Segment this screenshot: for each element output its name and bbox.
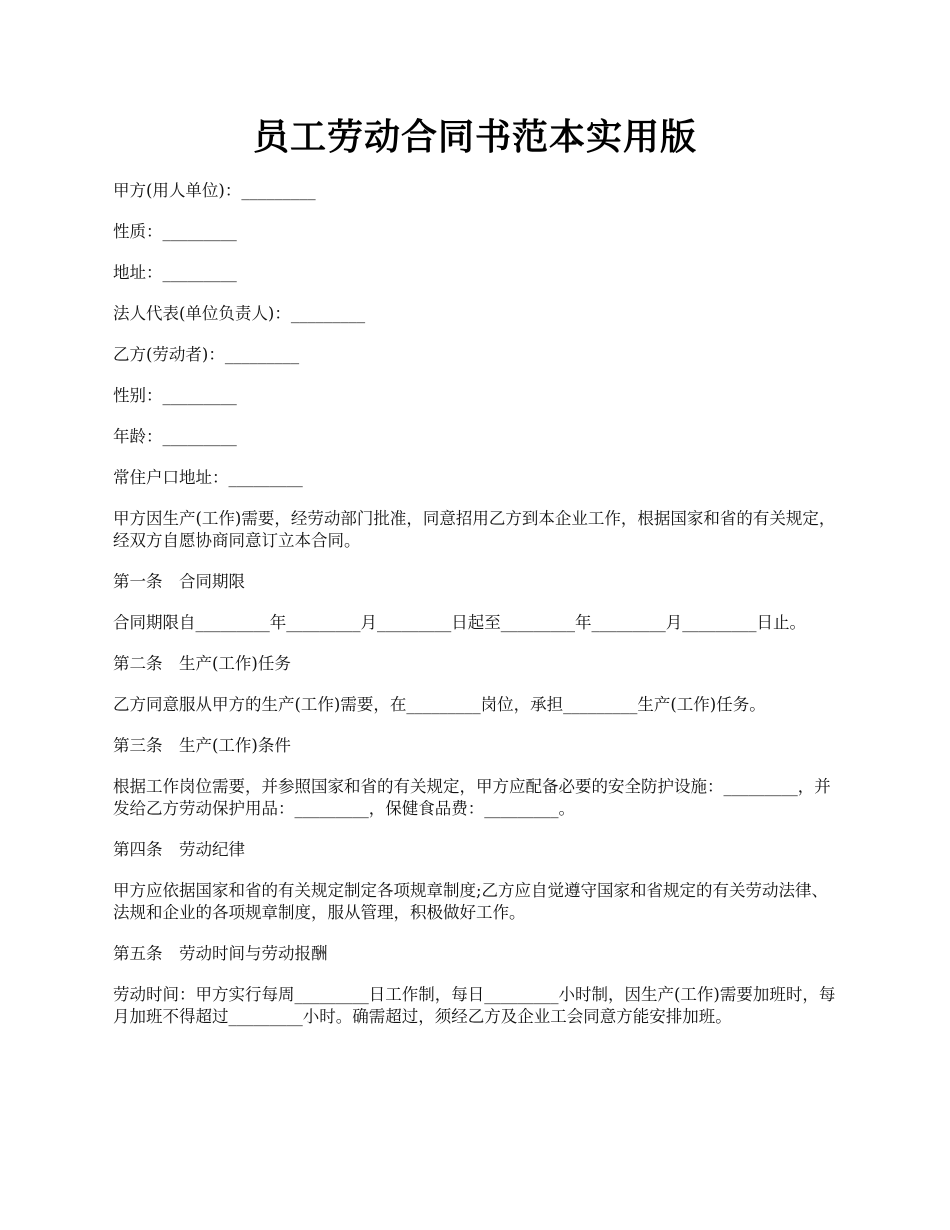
preamble-paragraph: 甲方因生产(工作)需要，经劳动部门批准，同意招用乙方到本企业工作，根据国家和省的有关规定，经双方自愿协商同意订立本合同。: [113, 509, 836, 550]
party-b-field: 乙方(劳动者)：_________: [113, 345, 300, 364]
article-4-heading: 第四条 劳动纪律: [113, 840, 245, 859]
article-1-paragraph: 合同期限自_________年_________月_________日起至_________年_________月_________日止。: [113, 613, 806, 632]
residence-address-field: 常住户口地址：_________: [113, 468, 303, 487]
article-2-paragraph: 乙方同意服从甲方的生产(工作)需要，在_________岗位，承担_________生产(工作)任务。: [113, 695, 766, 714]
nature-field: 性质：_________: [113, 222, 237, 241]
age-field: 年龄：_________: [113, 427, 237, 446]
article-3-paragraph: 根据工作岗位需要，并参照国家和省的有关规定，甲方应配备必要的安全防护设施：_________，并发给乙方劳动保护用品：_________，保健食品费：_________。: [113, 777, 831, 818]
document-title: 员工劳动合同书范本实用版: [252, 116, 697, 158]
article-1-heading: 第一条 合同期限: [113, 572, 245, 591]
article-4-paragraph: 甲方应依据国家和省的有关规定制定各项规章制度;乙方应自觉遵守国家和省规定的有关劳动法律、法规和企业的各项规章制度，服从管理，积极做好工作。: [113, 881, 829, 922]
article-5-heading: 第五条 劳动时间与劳动报酬: [113, 944, 328, 963]
gender-field: 性别：_________: [113, 386, 237, 405]
document-body: [113, 180, 839, 1047]
address-field: 地址：_________: [113, 263, 237, 282]
article-3-heading: 第三条 生产(工作)条件: [113, 736, 291, 755]
article-5-paragraph: 劳动时间：甲方实行每周_________日工作制，每日_________小时制，因生产(工作)需要加班时，每月加班不得超过_________小时。确需超过，须经乙方及企业工会同意方能安排加班。: [113, 985, 836, 1026]
article-2-heading: 第二条 生产(工作)任务: [113, 654, 291, 673]
legal-representative-field: 法人代表(单位负责人)：_________: [113, 304, 366, 323]
party-a-field: 甲方(用人单位)：_________: [113, 181, 316, 200]
